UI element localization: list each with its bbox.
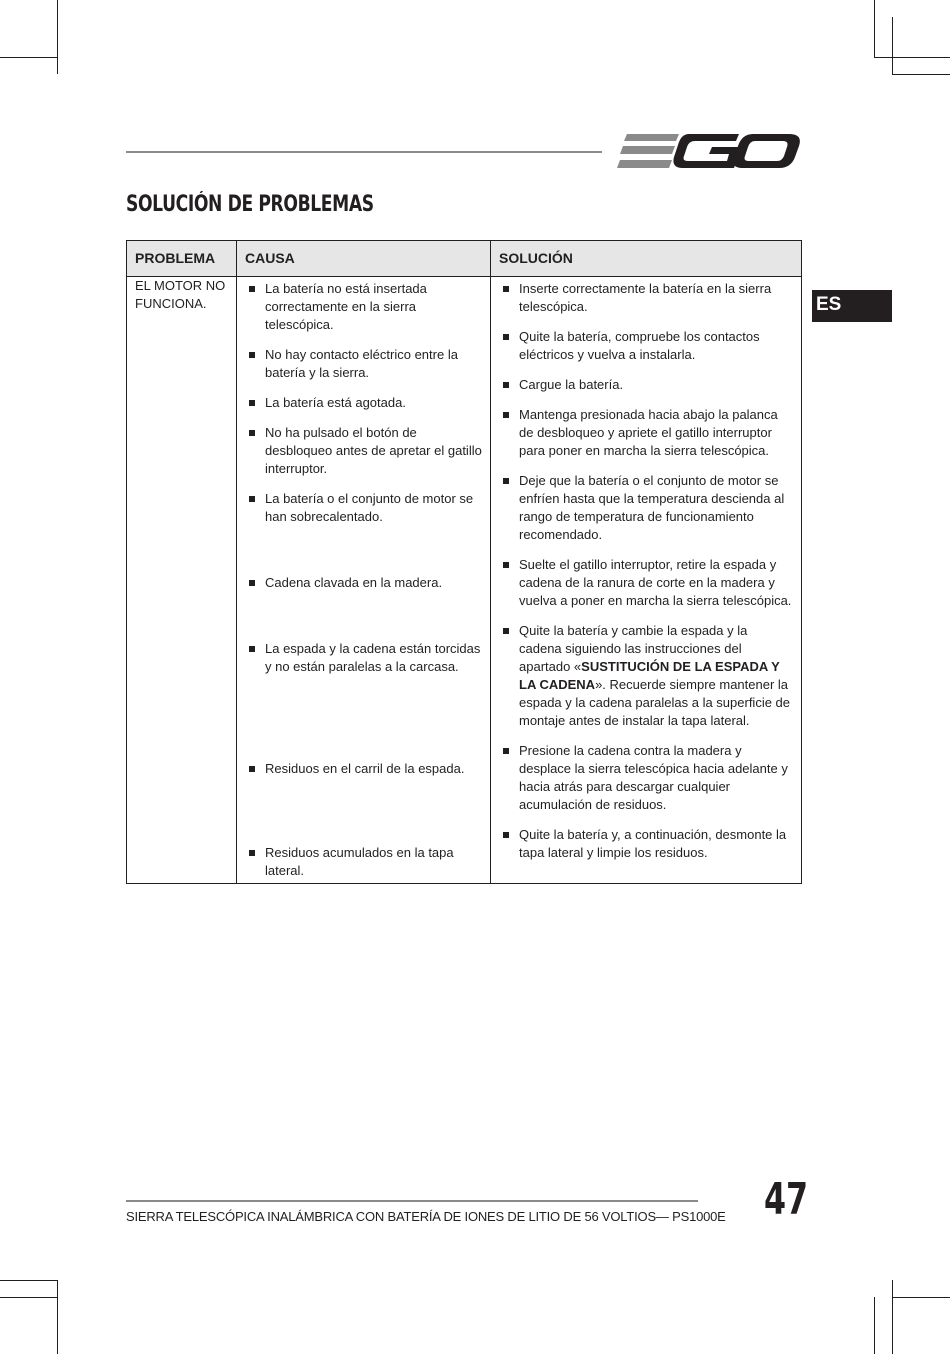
crop-mark [0,57,57,58]
solution-text: Quite la batería y, a continuación, desmonte la tapa lateral y limpie los residuos. [519,827,787,860]
solution-cell [491,277,802,884]
column-header-problem: PROBLEMA [127,241,237,277]
solution-item [501,742,793,814]
solution-text [519,622,793,730]
cause-text: La batería o el conjunto de motor se han sobrecalentado. [265,491,474,524]
bullet-icon [249,286,255,292]
bullet-icon [249,352,255,358]
column-header-cause: CAUSA [237,241,491,277]
bullet-icon [503,382,509,388]
cause-item [247,640,482,748]
cause-text: Residuos en el carril de la espada. [265,761,465,776]
crop-mark [892,1297,950,1298]
cause-item [247,346,482,382]
solution-item [501,406,793,460]
cause-item [247,760,482,832]
cause-text: No hay contacto eléctrico entre la batería y la sierra. [265,347,458,380]
solution-item [501,328,793,364]
bullet-icon [503,628,509,634]
cause-text: La batería no está insertada correctamente en la sierra telescópica. [265,281,427,332]
cause-item [247,844,482,880]
footer-rule [126,1200,698,1202]
solution-item [501,556,793,610]
header-rule [126,151,602,153]
solution-text-pre: Quite la batería y cambie la espada y la cadena siguiendo las instrucciones del apartado « [519,623,748,674]
ego-logo [617,130,801,172]
cause-item [247,490,482,562]
footer-product-line: SIERRA TELESCÓPICA INALÁMBRICA CON BATERÍA DE IONES DE LITIO DE 56 VOLTIOS— PS1000E [126,1209,726,1224]
bullet-icon [503,478,509,484]
bullet-icon [503,748,509,754]
crop-mark [874,0,875,57]
crop-mark [892,17,893,74]
bullet-icon [503,334,509,340]
bullet-icon [503,412,509,418]
cause-item [247,394,482,412]
cause-text: Residuos acumulados en la tapa lateral. [265,845,454,878]
crop-mark [0,1297,57,1298]
solution-item [501,472,793,544]
bullet-icon [249,400,255,406]
troubleshooting-table [126,240,802,884]
solution-text-post: ». Recuerde siempre mantener la espada y la cadena paralelas a la superficie de montaje antes de instalar la tapa lateral. [519,677,791,728]
solution-text: Quite la batería, compruebe los contactos eléctricos y vuelva a instalarla. [519,329,760,362]
crop-mark [892,74,950,75]
bullet-icon [503,832,509,838]
problem-cell: EL MOTOR NO FUNCIONA. [127,277,237,884]
language-tab: ES [812,290,892,322]
solution-text: Suelte el gatillo interruptor, retire la espada y cadena de la ranura de corte en la madera y vuelva a poner en marcha la sierra telescópica. [519,557,792,608]
bullet-icon [249,850,255,856]
bullet-icon [249,496,255,502]
table-row [127,277,802,884]
crop-mark [874,57,950,58]
cause-text: La espada y la cadena están torcidas y no están paralelas a la carcasa. [265,641,481,674]
cause-text: No ha pulsado el botón de desbloqueo antes de apretar el gatillo interruptor. [265,425,482,476]
solution-text: Deje que la batería o el conjunto de motor se enfríen hasta que la temperatura descienda al rango de temperatura de funcionamiento recomendado. [519,473,785,542]
solution-item [501,376,793,394]
table-header-row [127,241,802,277]
cause-item [247,424,482,478]
crop-mark [892,1280,893,1354]
cause-cell [237,277,491,884]
cause-item [247,280,482,334]
cause-item [247,574,482,628]
solution-text: Inserte correctamente la batería en la sierra telescópica. [519,281,772,314]
bullet-icon [249,430,255,436]
solution-item [501,826,793,862]
page-number: 47 [764,1174,809,1225]
crop-mark [57,0,58,74]
cause-text: Cadena clavada en la madera. [265,575,443,590]
bullet-icon [249,646,255,652]
crop-mark [874,1297,875,1354]
solution-text: Cargue la batería. [519,377,624,392]
solution-item [501,622,793,730]
bullet-icon [503,562,509,568]
solution-text: Presione la cadena contra la madera y desplace la sierra telescópica hacia adelante y hacia atrás para descargar cualquier acumulación de residuos. [519,743,788,812]
crop-mark [0,1280,57,1281]
section-title: SOLUCIÓN DE PROBLEMAS [126,192,374,217]
bullet-icon [249,766,255,772]
bullet-icon [503,286,509,292]
bullet-icon [249,580,255,586]
cause-text: La batería está agotada. [265,395,406,410]
solution-item [501,280,793,316]
column-header-solution: SOLUCIÓN [491,241,802,277]
crop-mark [57,1280,58,1354]
solution-text: Mantenga presionada hacia abajo la palanca de desbloqueo y apriete el gatillo interruptor para poner en marcha la sierra telescópica. [519,407,778,458]
cross-reference-section-name: SUSTITUCIÓN DE LA ESPADA Y LA CADENA [519,659,780,692]
